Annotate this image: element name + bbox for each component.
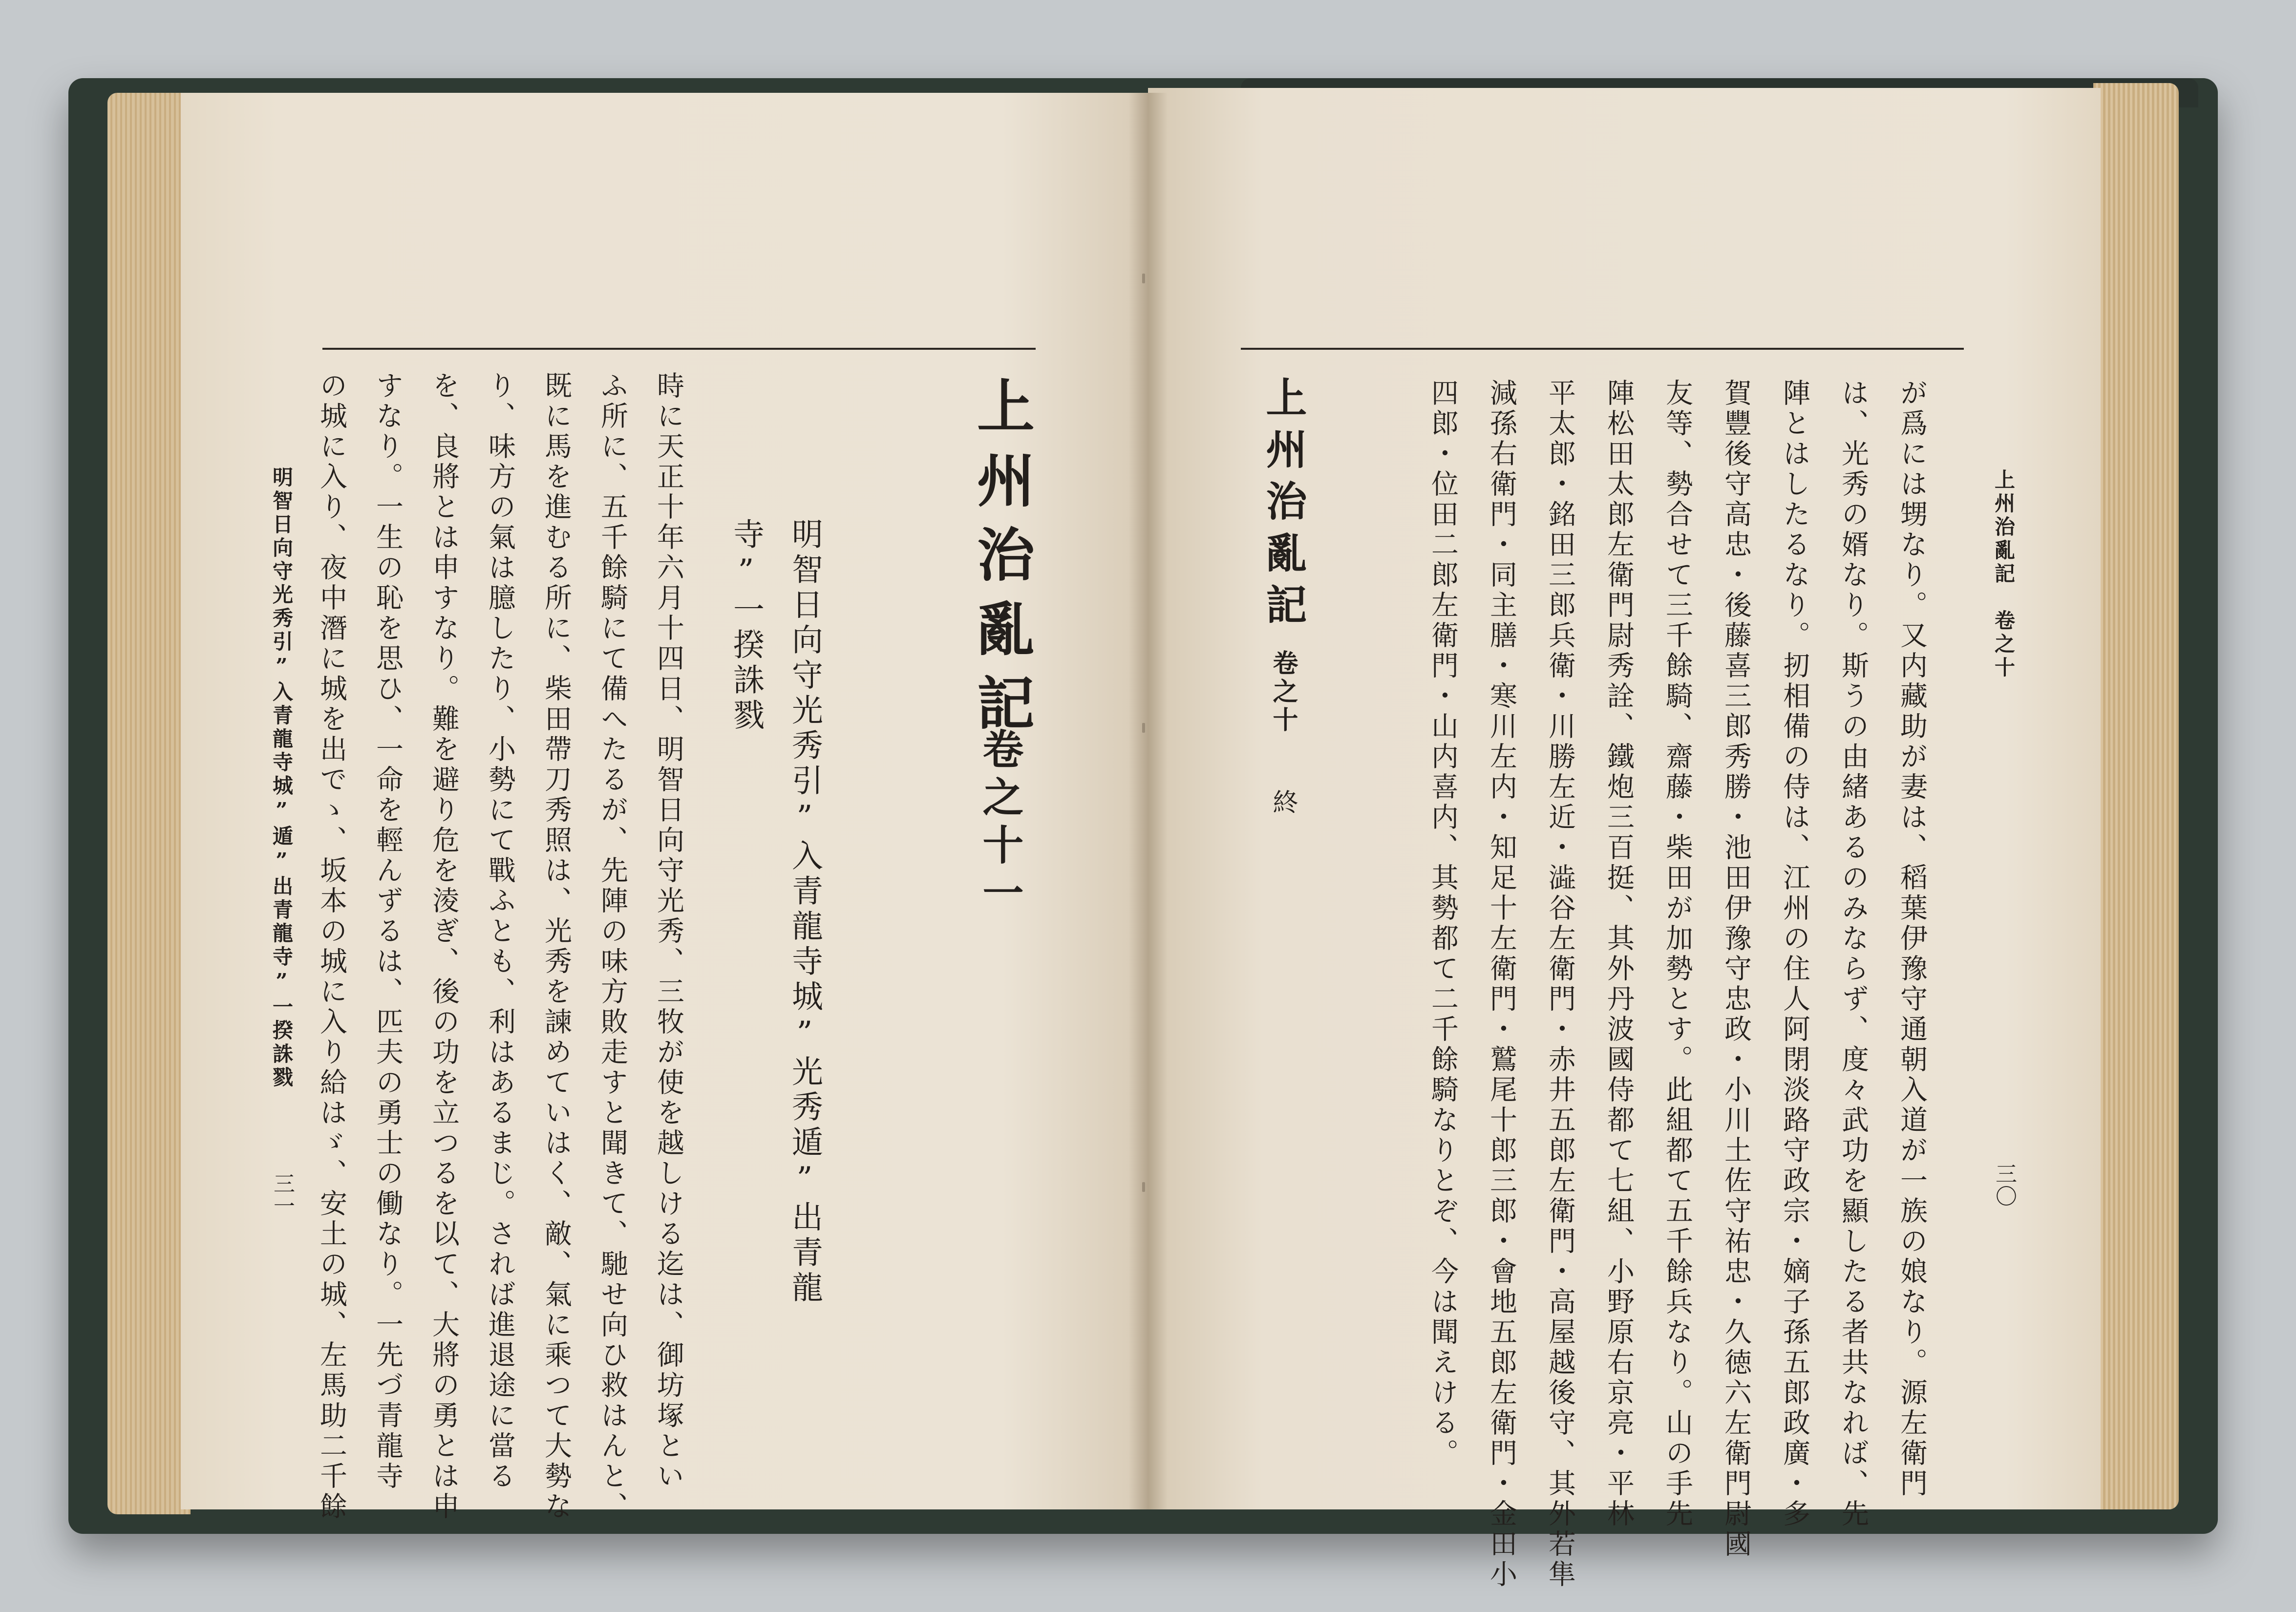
text-column: が爲には甥なり。又内藏助が妻は、稻葉伊豫守通朝入道が一族の娘なり。源左衛門: [1896, 379, 1928, 1499]
text-column: り、味方の氣は臆したり、小勢にて戰ふとも、利はあるまじ。されば進退途に當る: [484, 371, 516, 1492]
end-mark: 終: [1268, 789, 1297, 817]
page-edges-right: [2093, 83, 2179, 1509]
text-column: を、良將とは申すなり。難を避り危を淩ぎ、後の功を立つるを以て、大將の勇とは申: [428, 371, 460, 1522]
running-head-left: 明智日向守光秀引”入青龍寺城”遁”出青龍寺”一揆誅戮: [270, 467, 294, 1090]
text-column: 賀豐後守高忠・後藤喜三郎秀勝・池田伊豫守忠政・小川土佐守祐忠・久徳六左衛門尉國: [1720, 379, 1752, 1560]
book-title: 上州治亂記: [967, 376, 1035, 747]
binding-stitch: [1142, 723, 1145, 733]
text-column: すなり。一生の恥を思ひ、一命を輕んずるは、匹夫の勇士の働なり。一先づ青龍寺: [372, 371, 404, 1492]
running-head-right: 上州治亂記 卷之十: [1992, 469, 2016, 680]
page-number-right: 三〇: [1992, 1163, 2017, 1208]
header-rule-left: [322, 348, 1036, 350]
text-column: 四郎・位田二郎左衛門・山内喜内、其勢都て二千餘騎なりとぞ、今は聞えける。: [1427, 379, 1459, 1469]
binding-stitch: [1142, 274, 1145, 283]
binding-stitch: [1142, 1182, 1145, 1192]
header-rule-right: [1241, 348, 1964, 350]
text-column: 減孫右衛門・同主膳・寒川左内・知足十左衛門・鷲尾十郎三郎・會地五郎左衛門・金田小: [1486, 379, 1517, 1590]
text-column: 既に馬を進むる所に、柴田帶刀秀照は、光秀を諫めていはく、敵、氣に乘つて大勢な: [540, 371, 572, 1522]
text-column: の城に入り、夜中潛に城を出でゝ、坂本の城に入り給はゞ、安土の城、左馬助二千餘: [316, 371, 347, 1522]
book-gutter: [1128, 93, 1168, 1509]
text-column: 時に天正十年六月十四日、明智日向守光秀、三牧が使を越しける迄は、御坊塚とい: [653, 371, 684, 1492]
text-column: 友等、勢合せて三千餘騎、齋藤・柴田が加勢とす。此組都て五千餘兵なり。山の手先: [1661, 379, 1693, 1529]
text-column: 陣とはしたるなり。扨相備の侍は、江州の住人阿閉淡路守政宗・嫡子孫五郎政廣・多: [1779, 379, 1810, 1529]
volume-label: 卷之十一: [976, 728, 1024, 919]
text-column: は、光秀の婿なり。斯うの由緒あるのみならず、度々武功を顯したる者共なれば、先: [1837, 379, 1869, 1529]
end-volume: 卷之十: [1268, 650, 1298, 735]
page-edges-left: [107, 93, 191, 1514]
page-number-left: 三一: [270, 1172, 295, 1217]
chapter-heading-line-2: 寺”一揆誅戮: [728, 518, 764, 734]
text-column: 陣松田太郎左衛門尉秀詮、鐵炮三百挺、其外丹波國侍都て七組、小野原右京亮・平林: [1603, 379, 1635, 1529]
text-column: ふ所に、五千餘騎にて備へたるが、先陣の味方敗走すと聞きて、馳せ向ひ救はんと、: [596, 371, 628, 1522]
end-title: 上州治亂記: [1259, 376, 1308, 635]
chapter-heading-line-1: 明智日向守光秀引”入青龍寺城”光秀遁”出青龍: [787, 518, 823, 1306]
text-column: 平太郎・銘田三郎兵衛・川勝左近・澁谷左衛門・赤井五郎左衛門・高屋越後守、其外若隼: [1544, 379, 1576, 1590]
